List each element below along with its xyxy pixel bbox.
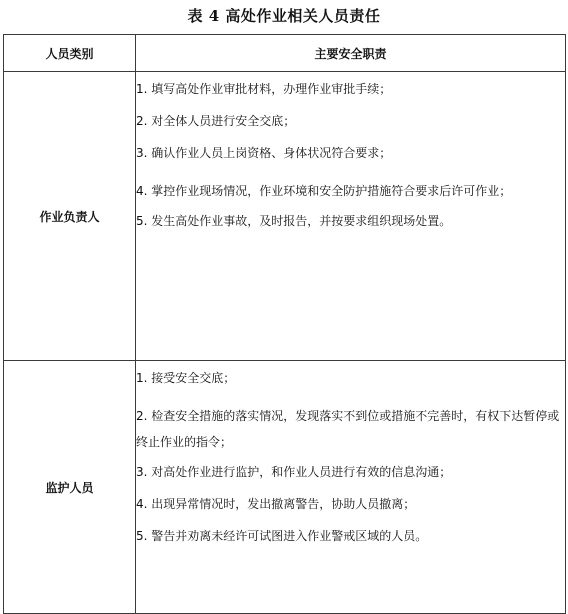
duty-item: 2. 检查安全措施的落实情况，发现落实不到位或措施不完善时，有权下达暂停或终止作业的指令； <box>136 409 560 449</box>
duty-item: 4. 出现异常情况时，发出撤离警告，协助人员撤离； <box>136 497 416 511</box>
duty-item: 1. 接受安全交底； <box>136 371 236 385</box>
responsibility-table <box>3 34 566 614</box>
duty-item: 5. 警告并劝离未经许可试图进入作业警戒区域的人员。 <box>136 529 428 543</box>
table-header-row <box>4 35 566 72</box>
table-row <box>4 361 566 614</box>
header-category: 人员类别 <box>4 35 136 72</box>
duty-item: 4. 掌控作业现场情况，作业环境和安全防护措施符合要求后许可作业； <box>136 184 512 198</box>
duty-item: 3. 对高处作业进行监护，和作业人员进行有效的信息沟通； <box>136 465 452 479</box>
table-row <box>4 72 566 361</box>
duties-cell <box>136 361 566 614</box>
header-duties: 主要安全职责 <box>136 35 566 72</box>
category-cell: 作业负责人 <box>4 72 136 361</box>
duty-item: 5. 发生高处作业事故，及时报告，并按要求组织现场处置。 <box>136 214 452 228</box>
duties-cell <box>136 72 566 361</box>
category-cell: 监护人员 <box>4 361 136 614</box>
table-title: 表 4 高处作业相关人员责任 <box>187 7 381 25</box>
duty-item: 1. 填写高处作业审批材料，办理作业审批手续； <box>136 82 392 96</box>
duty-item: 2. 对全体人员进行安全交底； <box>136 114 296 128</box>
duty-item: 3. 确认作业人员上岗资格、身体状况符合要求； <box>136 146 392 160</box>
